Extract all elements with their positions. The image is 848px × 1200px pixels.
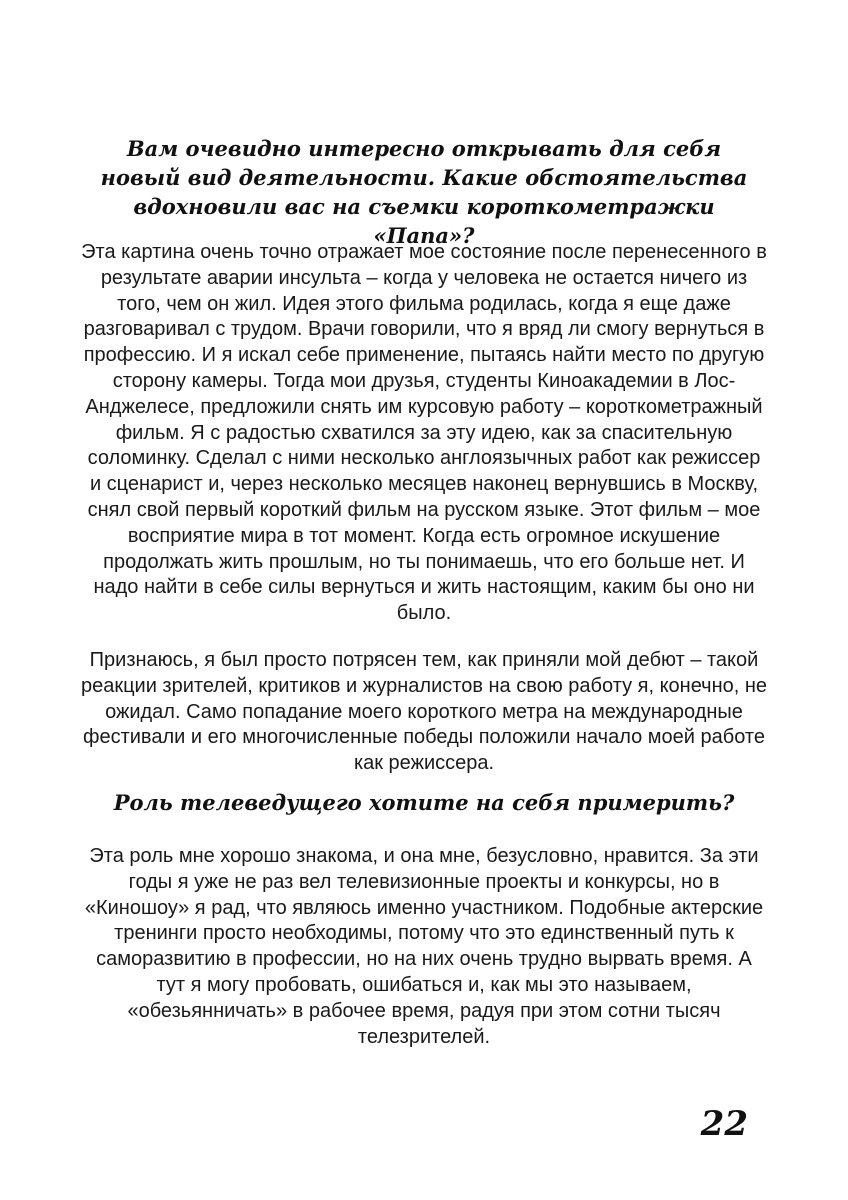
page-number: 22 (700, 1104, 748, 1144)
interview-question-2: Роль телеведущего хотите на себя примерить? (113, 790, 735, 815)
interview-answer-2: Эта роль мне хорошо знакома, и она мне, безусловно, нравится. За эти годы я уже не раз вел телевизионные проекты и конкурсы, но в «Киношоу» я рад, что являюсь именно участником. Подобные актерские тренинги просто необходимы, потому что это единственный путь к саморазвитию в профессии, но на них очень трудно вырвать время. А тут я могу пробовать, ошибаться и, как мы это называем, «обезьянничать» в рабочее время, радуя при этом сотни тысяч телезрителей. (84, 845, 764, 1048)
interview-question-1: Вам очевидно интересно открывать для себя новый вид деятельности. Какие обстоятельства вдохновили вас на съемки короткометражки «Папа»? (100, 136, 748, 248)
interview-answer-1: Эта картина очень точно отражает мое состояние после перенесенного в результате аварии инсульта – когда у человека не остается ничего из того, чем он жил. Идея этого фильма родилась, когда я еще даже разговаривал с трудом. Врачи говорили, что я вряд ли смогу вернуться в профессию. И я искал себе применение, пытаясь найти место по другую сторону камеры. Тогда мои друзья, студенты Киноакадемии в Лос-Анджелесе, предложили снять им курсовую работу – короткометражный фильм. Я с радостью схватился за эту идею, как за спасительную соломинку. Сделал с ними несколько англоязычных работ как режиссер и сценарист и, через несколько месяцев наконец вернувшись в Москву, снял свой первый короткий фильм на русском языке. Этот фильм – мое восприятие мира в тот момент. Когда есть огромное искушение продолжать жить прошлым, но ты понимаешь, что его больше нет. И надо найти в себе силы вернуться и жить настоящим, каким бы оно ни было. (81, 241, 767, 625)
interview-answer-1-continued: Признаюсь, я был просто потрясен тем, как приняли мой дебют – такой реакции зрителей, критиков и журналистов на свою работу я, конечно, не ожидал. Само попадание моего короткого метра на международные фестивали и его многочисленные победы положили начало моей работе как режиссера. (80, 649, 768, 775)
